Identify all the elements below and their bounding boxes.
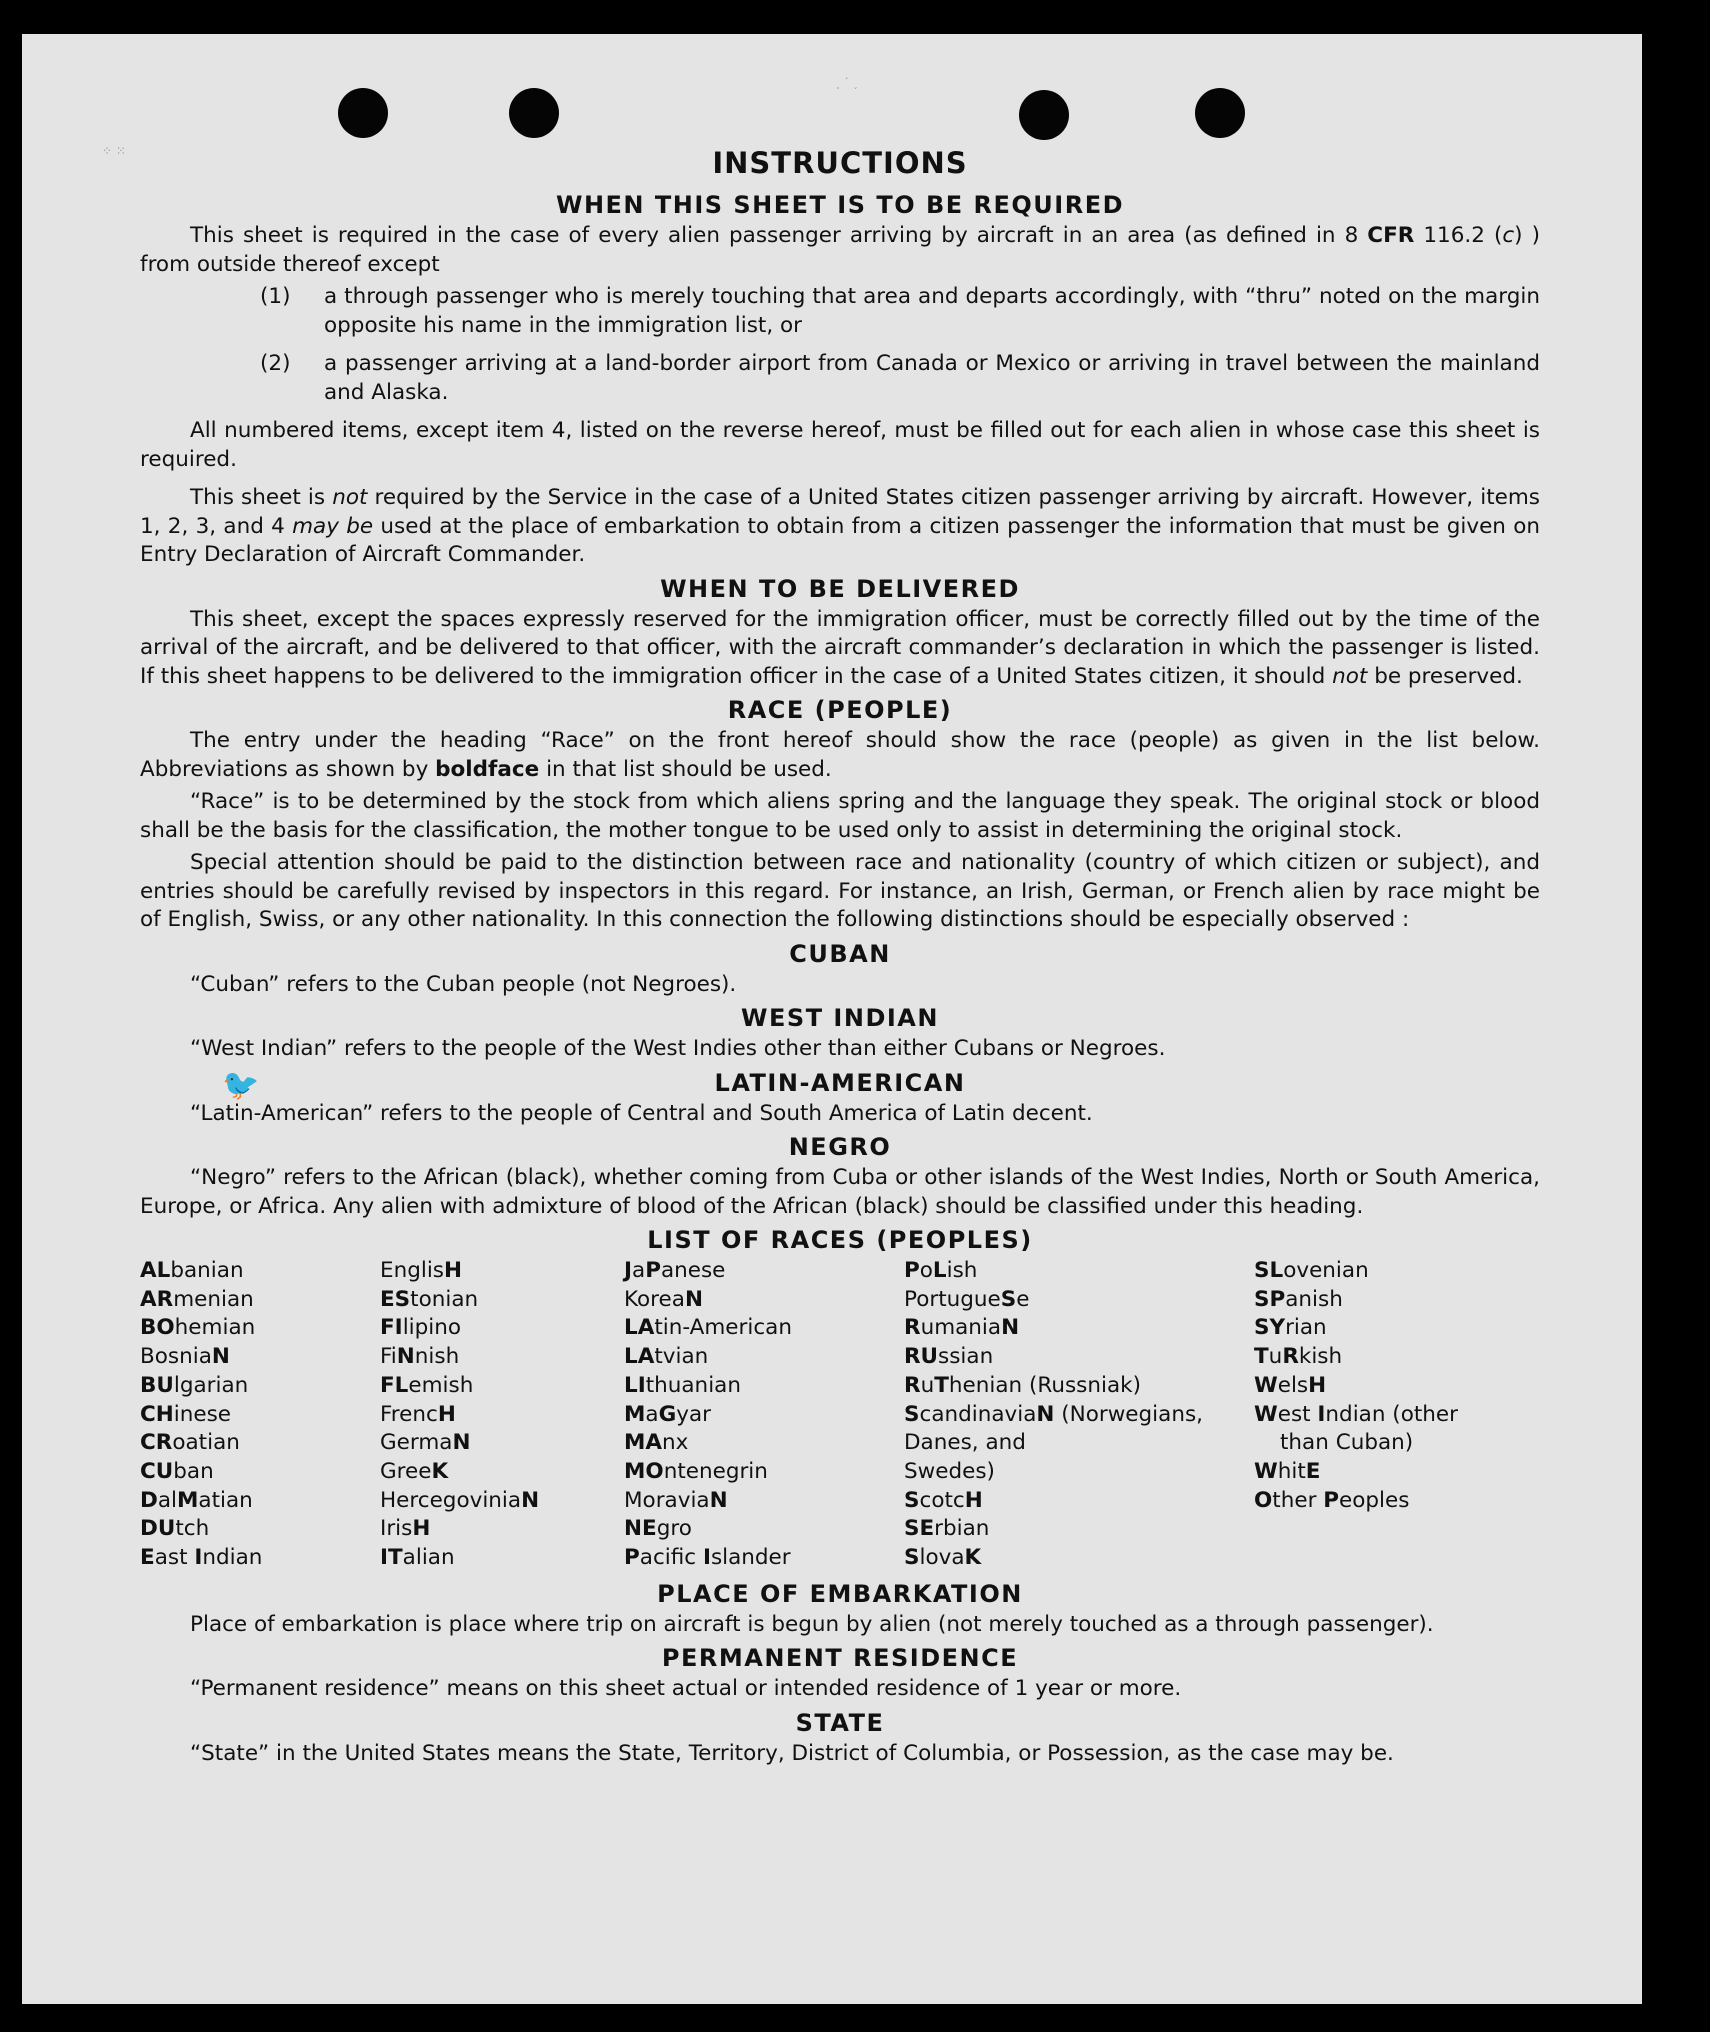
races-column	[140, 1257, 380, 1573]
document-sheet	[22, 34, 1642, 2004]
race-entry: ScotcH	[904, 1487, 983, 1513]
race-entry: East Indian	[140, 1545, 263, 1571]
required-para-3: This sheet is not required by the Service in the case of a United States citizen passenger arriving by aircraft. However, items 1, 2, 3, and 4 may be used at the place of embarkation to obtain from a citizen passenger the information that must be given on Entry Declaration of Aircraft Commander.	[140, 485, 1541, 567]
race-entry: SlovaK	[904, 1545, 982, 1571]
section-heading-delivered: WHEN TO BE DELIVERED	[660, 574, 1020, 603]
race-entry: Pacific Islander	[624, 1545, 791, 1571]
section-heading-embarkation: PLACE OF EMBARKATION	[657, 1579, 1023, 1608]
race-entry: FIlipino	[380, 1315, 462, 1341]
exception-item	[140, 350, 1540, 407]
race-entry: LIthuanian	[624, 1372, 741, 1398]
section-heading-latin-american: LATIN-AMERICAN	[714, 1068, 966, 1097]
race-entry: FrencH	[380, 1401, 456, 1427]
residence-text: “Permanent residence” means on this sheet actual or intended residence of 1 year or more.	[190, 1676, 1182, 1702]
race-entry: RumaniaN	[904, 1315, 1020, 1341]
latin-american-text: “Latin-American” refers to the people of Central and South America of Latin decent.	[190, 1100, 1093, 1126]
section-heading-cuban: CUBAN	[789, 939, 891, 968]
race-entry: PoLish	[904, 1258, 978, 1283]
state-text: “State” in the United States means the State, Territory, District of Columbia, or Possession, as the case may be.	[190, 1740, 1394, 1766]
race-entry: ITalian	[380, 1545, 455, 1571]
section-heading-state: STATE	[795, 1708, 885, 1737]
race-entry: CUban	[140, 1458, 214, 1484]
race-entry: PortugueSe	[904, 1286, 1030, 1312]
race-entry: SPanish	[1254, 1286, 1343, 1312]
race-entry: RuThenian (Russniak)	[904, 1372, 1141, 1398]
race-entry: WhitE	[1254, 1458, 1321, 1484]
race-entry: HercegoviniaN	[380, 1487, 540, 1513]
smudge-mark: ˯ ˙ ˯	[836, 76, 858, 90]
west-indian-text: “West Indian” refers to the people of the West Indies other than either Cubans or Negroes.	[190, 1036, 1166, 1061]
race-entry: KoreaN	[624, 1286, 703, 1312]
races-column	[624, 1257, 904, 1573]
races-column	[904, 1257, 1254, 1573]
race-entry: than Cuban)	[1280, 1430, 1414, 1456]
item-number: (2)	[260, 351, 291, 376]
race-entry: RUssian	[904, 1344, 994, 1370]
race-entry: SLovenian	[1254, 1258, 1369, 1283]
race-entry: WelsH	[1254, 1372, 1327, 1398]
race-entry: LAtin-American	[624, 1315, 792, 1341]
race-para-1: The entry under the heading “Race” on the front hereof should show the race (people) as given in the list below. Abbreviations as shown by boldface in that list should be used.	[140, 728, 1540, 782]
race-entry: CHinese	[140, 1401, 232, 1427]
cuban-text: “Cuban” refers to the Cuban people (not Negroes).	[190, 971, 737, 997]
exception-item	[140, 283, 1540, 340]
race-para-3: Special attention should be paid to the distinction between race and nationality (country of which citizen or subject), and entries should be carefully revised by inspectors in this regard. For instance, an Irish, German, or French alien by race might be of English, Swiss, or any other nationality. In this connection the following distinctions should be especially observed :	[140, 850, 1540, 932]
race-entry: TuRkish	[1254, 1344, 1343, 1370]
section-heading-residence: PERMANENT RESIDENCE	[661, 1644, 1019, 1673]
race-entry: JaPanese	[624, 1258, 726, 1283]
list-of-races-heading: LIST OF RACES (PEOPLES)	[647, 1226, 1033, 1254]
negro-text: “Negro” refers to the African (black), whether coming from Cuba or other islands of the West Indies, North or South America, Europe, or Africa. Any alien with admixture of blood of the African (black) should be classified under this heading.	[140, 1165, 1540, 1219]
race-entry: BOhemian	[140, 1315, 256, 1341]
race-entry: EStonian	[380, 1286, 479, 1312]
races-column	[1254, 1257, 1540, 1573]
race-entry: CRoatian	[140, 1430, 240, 1456]
instructions-body	[140, 146, 1540, 1772]
punch-hole	[1195, 88, 1245, 138]
race-entry: MOntenegrin	[624, 1458, 768, 1484]
race-entry: MaGyar	[624, 1401, 711, 1427]
required-para-2: All numbered items, except item 4, listed on the reverse hereof, must be filled out for each alien in whose case this sheet is required.	[140, 418, 1540, 472]
race-entry: ScandinaviaN (Norwegians,	[904, 1401, 1203, 1427]
race-entry: FiNnish	[380, 1344, 460, 1370]
race-entry: GreeK	[380, 1458, 449, 1484]
punch-hole	[1019, 90, 1069, 140]
punch-hole	[509, 88, 559, 138]
race-entry: NEgro	[624, 1516, 692, 1542]
races-column	[380, 1257, 624, 1573]
stamp-mark-icon: 🐦	[222, 1068, 260, 1103]
race-entry: Swedes)	[904, 1458, 995, 1484]
item-number: (1)	[260, 284, 291, 309]
race-entry: IrisH	[380, 1516, 431, 1542]
race-entry: SErbian	[904, 1516, 990, 1542]
item-text: a through passenger who is merely touching that area and departs accordingly, with “thru” noted on the margin opposite his name in the immigration list, or	[324, 284, 1540, 338]
races-list	[140, 1257, 1540, 1573]
race-entry: BUlgarian	[140, 1372, 249, 1398]
embarkation-text: Place of embarkation is place where trip on aircraft is begun by alien (not merely touched as a through passenger).	[190, 1611, 1434, 1637]
smudge-mark: ⁘ ⁙	[102, 144, 126, 158]
race-entry: DUtch	[140, 1516, 210, 1542]
race-entry: ARmenian	[140, 1286, 254, 1312]
race-entry: Danes, and	[904, 1430, 1026, 1456]
delivered-text: This sheet, except the spaces expressly reserved for the immigration officer, must be correctly filled out by the time of the arrival of the aircraft, and be delivered to that officer, with the aircraft commander’s declaration in which the passenger is listed. If this sheet happens to be delivered to the immigration officer in the case of a United States citizen, it should not be preserved.	[140, 606, 1540, 689]
section-heading-negro: NEGRO	[788, 1133, 892, 1161]
punch-hole	[338, 88, 388, 138]
race-entry: MAnx	[624, 1430, 689, 1456]
page-title: INSTRUCTIONS	[712, 146, 968, 180]
required-intro: This sheet is required in the case of every alien passenger arriving by aircraft in an area (as defined in 8 CFR 116.2 (c) ) from outside thereof except	[140, 223, 1540, 277]
item-text: a passenger arriving at a land-border airport from Canada or Mexico or arriving in travel between the mainland and Alaska.	[324, 351, 1540, 405]
race-entry: SYrian	[1254, 1315, 1327, 1341]
race-entry: MoraviaN	[624, 1487, 728, 1513]
race-entry: FLemish	[380, 1372, 474, 1398]
race-entry: Other Peoples	[1254, 1487, 1410, 1513]
section-heading-race: RACE (PEOPLE)	[727, 696, 953, 724]
race-entry: ALbanian	[140, 1258, 244, 1283]
race-entry: West Indian (other	[1254, 1401, 1458, 1427]
race-entry: LAtvian	[624, 1344, 709, 1370]
race-entry: DalMatian	[140, 1487, 253, 1513]
section-heading-west-indian: WEST INDIAN	[741, 1004, 939, 1032]
race-para-2: “Race” is to be determined by the stock from which aliens spring and the language they speak. The original stock or blood shall be the basis for the classification, the mother tongue to be used only to assist in determining the original stock.	[140, 789, 1540, 843]
section-heading-required: WHEN THIS SHEET IS TO BE REQUIRED	[555, 191, 1125, 219]
race-entry: BosniaN	[140, 1344, 230, 1370]
race-entry: EnglisH	[380, 1258, 463, 1283]
race-entry: GermaN	[380, 1430, 471, 1456]
